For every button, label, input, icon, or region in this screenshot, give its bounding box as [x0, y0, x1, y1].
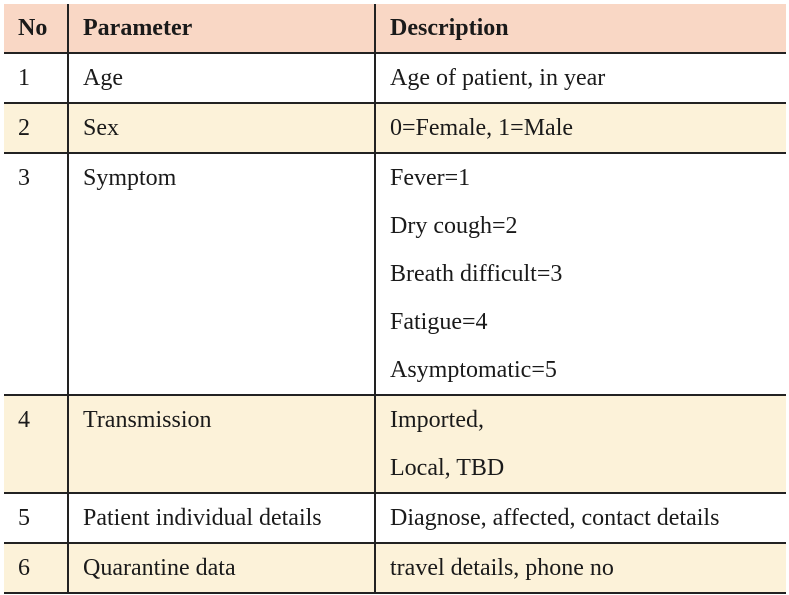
- description-line: Diagnose, affected, contact details: [390, 505, 720, 531]
- row-parameter: Patient individual details: [68, 493, 375, 543]
- header-no: No: [4, 4, 68, 53]
- row-description: [375, 153, 786, 395]
- row-number: 4: [4, 395, 68, 493]
- table-row: [4, 153, 786, 395]
- table-row: [4, 395, 786, 493]
- row-number: 1: [4, 53, 68, 103]
- table-row: [4, 103, 786, 153]
- parameter-table-wrapper: [4, 4, 786, 594]
- row-description: [375, 493, 786, 543]
- row-number: 5: [4, 493, 68, 543]
- table-row: [4, 493, 786, 543]
- row-description: [375, 103, 786, 153]
- table-row: [4, 543, 786, 593]
- description-line: Asymptomatic=5: [390, 357, 557, 383]
- description-line: Imported,: [390, 407, 484, 433]
- table-row: [4, 53, 786, 103]
- row-parameter: Transmission: [68, 395, 375, 493]
- row-parameter: Quarantine data: [68, 543, 375, 593]
- header-description: Description: [375, 4, 786, 53]
- description-line: Age of patient, in year: [390, 65, 606, 91]
- description-line: 0=Female, 1=Male: [390, 115, 574, 141]
- description-line: Fever=1: [390, 165, 471, 191]
- row-parameter: Sex: [68, 103, 375, 153]
- row-parameter: Symptom: [68, 153, 375, 395]
- row-parameter: Age: [68, 53, 375, 103]
- table-header-row: [4, 4, 786, 53]
- row-description: [375, 395, 786, 493]
- description-line: Breath difficult=3: [390, 261, 563, 287]
- row-number: 2: [4, 103, 68, 153]
- header-parameter: Parameter: [68, 4, 375, 53]
- description-line: Dry cough=2: [390, 213, 518, 239]
- description-line: travel details, phone no: [390, 555, 614, 581]
- parameter-table: [4, 4, 786, 594]
- description-line: Fatigue=4: [390, 309, 488, 335]
- row-description: [375, 543, 786, 593]
- row-number: 3: [4, 153, 68, 395]
- row-description: [375, 53, 786, 103]
- description-line: Local, TBD: [390, 455, 505, 481]
- row-number: 6: [4, 543, 68, 593]
